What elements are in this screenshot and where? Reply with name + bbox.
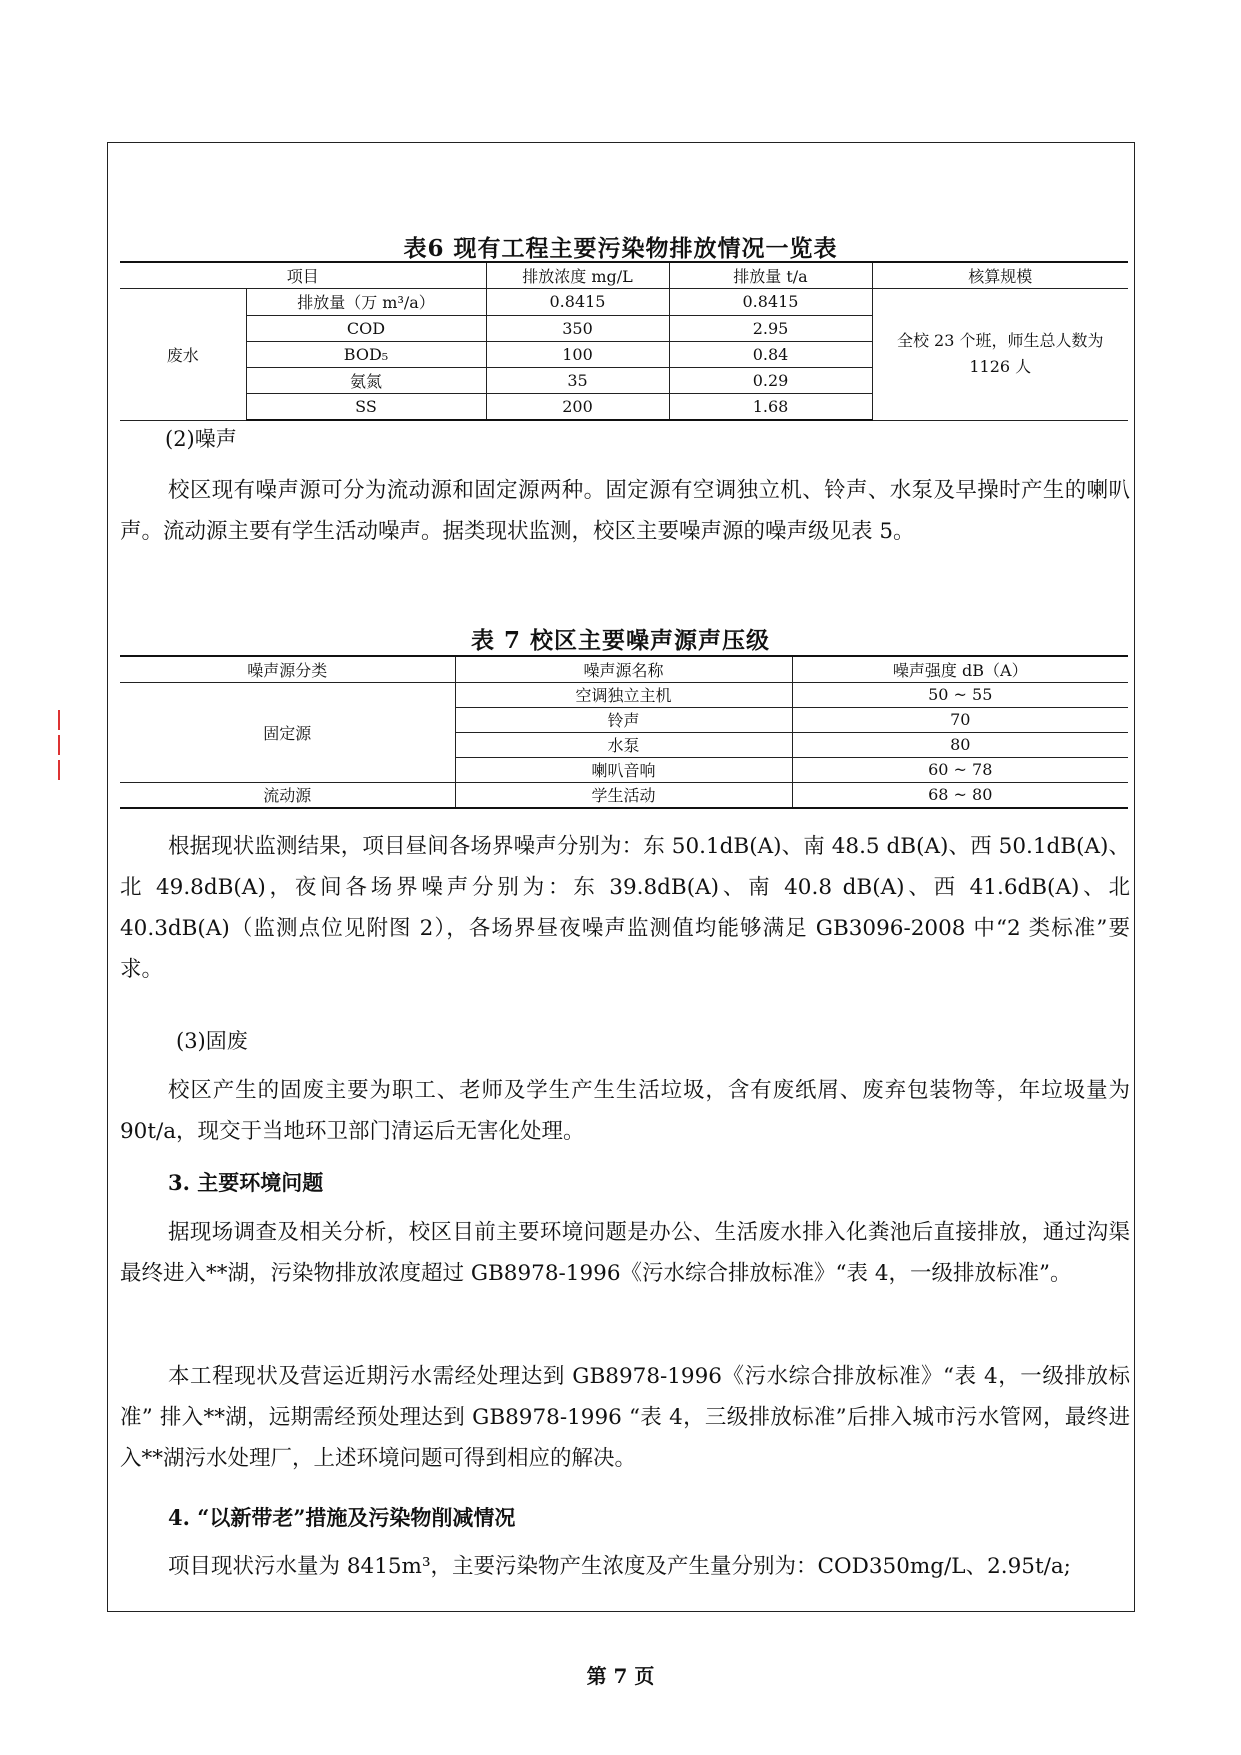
table6-cell-amount: 0.8415: [669, 288, 872, 315]
table6-cell-conc: 100: [486, 341, 669, 367]
table7-header-name: 噪声源名称: [455, 656, 792, 682]
table6-header-item: 项目: [120, 262, 486, 288]
table6-cell-amount: 0.84: [669, 341, 872, 367]
table7-cell-level: 60 ~ 78: [792, 757, 1128, 782]
section3-paragraph1: 据现场调查及相关分析，校区目前主要环境问题是办公、生活废水排入化粪池后直接排放，通过沟渠最终进入**湖，污染物排放浓度超过 GB8978-1996《污水综合排放标准》“表 4，一级排放标准”。: [120, 1220, 1130, 1286]
margin-mark: [58, 735, 60, 755]
table6-header-amount: 排放量 t/a: [669, 262, 872, 288]
table6-cell-amount: 1.68: [669, 393, 872, 420]
table6-cell-conc: 0.8415: [486, 288, 669, 315]
table6-header-scale: 核算规模: [872, 262, 1128, 288]
page-number: 第 7 页: [586, 1664, 655, 1688]
table7: [120, 655, 1128, 809]
section4-paragraph: 项目现状污水量为 8415m³，主要污染物产生浓度及产生量分别为：COD350mg/L、2.95t/a;: [168, 1554, 1071, 1579]
table7-cell-name: 水泵: [455, 732, 792, 757]
table6-cell-amount: 0.29: [669, 367, 872, 393]
table7-cell-level: 70: [792, 707, 1128, 732]
table6: [120, 261, 1128, 421]
table7-header-type: 噪声源分类: [120, 656, 455, 682]
table7-title: 表 7 校区主要噪声源声压级: [470, 627, 771, 654]
table7-header-level: 噪声强度 dB（A）: [792, 656, 1128, 682]
section3-heading: 3. 主要环境问题: [168, 1170, 324, 1195]
table7-mobile-group: 流动源: [120, 782, 455, 808]
table6-cell-conc: 200: [486, 393, 669, 420]
table6-cell-amount: 2.95: [669, 315, 872, 341]
margin-mark: [58, 760, 60, 780]
table6-scale: 全校 23 个班，师生总人数为 1126 人: [872, 288, 1128, 420]
noise-result-paragraph: 根据现状监测结果，项目昼间各场界噪声分别为：东 50.1dB(A)、南 48.5 dB(A)、西 50.1dB(A)、北 49.8dB(A)，夜间各场界噪声分别为：东 39.8dB(A)、南 40.8 dB(A)、西 41.6dB(A)、北 40.3dB(A)（监测点位见附图 2），各场界昼夜噪声监测值均能够满足 GB3096-2008 中“2 类标准”要求。: [120, 834, 1130, 982]
table6-cell-conc: 350: [486, 315, 669, 341]
table7-cell-level: 80: [792, 732, 1128, 757]
table7-cell-name: 学生活动: [455, 782, 792, 808]
table7-fixed-group: 固定源: [120, 682, 455, 782]
solid-label: (3)固废: [176, 1029, 248, 1053]
table7-cell-name: 铃声: [455, 707, 792, 732]
table6-cell-item: 排放量（万 m³/a）: [246, 288, 486, 315]
table7-cell-name: 空调独立主机: [455, 682, 792, 707]
section3-paragraph2: 本工程现状及营运近期污水需经处理达到 GB8978-1996《污水综合排放标准》“表 4，一级排放标准” 排入**湖，远期需经预处理达到 GB8978-1996 “表 4，三级排放标准”后排入城市污水管网，最终进入**湖污水处理厂，上述环境问题可得到相应的解决。: [120, 1364, 1130, 1471]
table6-group: 废水: [120, 288, 246, 420]
table6-cell-item: COD: [246, 315, 486, 341]
table6-cell-conc: 35: [486, 367, 669, 393]
table7-cell-level: 50 ~ 55: [792, 682, 1128, 707]
table7-cell-name: 喇叭音响: [455, 757, 792, 782]
table7-cell-level: 68 ~ 80: [792, 782, 1128, 808]
noise-label: (2)噪声: [165, 427, 237, 451]
section4-heading: 4. “以新带老”措施及污染物削减情况: [168, 1505, 516, 1530]
table6-cell-item: BOD₅: [246, 341, 486, 367]
table6-title: 表6 现有工程主要污染物排放情况一览表: [403, 235, 838, 262]
table6-header-conc: 排放浓度 mg/L: [486, 262, 669, 288]
table6-cell-item: 氨氮: [246, 367, 486, 393]
margin-mark: [58, 710, 60, 730]
solid-paragraph: 校区产生的固废主要为职工、老师及学生产生生活垃圾，含有废纸屑、废弃包装物等，年垃圾量为 90t/a，现交于当地环卫部门清运后无害化处理。: [120, 1078, 1130, 1144]
table6-cell-item: SS: [246, 393, 486, 420]
noise-paragraph: 校区现有噪声源可分为流动源和固定源两种。固定源有空调独立机、铃声、水泵及早操时产生的喇叭声。流动源主要有学生活动噪声。据类现状监测，校区主要噪声源的噪声级见表 5。: [120, 478, 1130, 544]
